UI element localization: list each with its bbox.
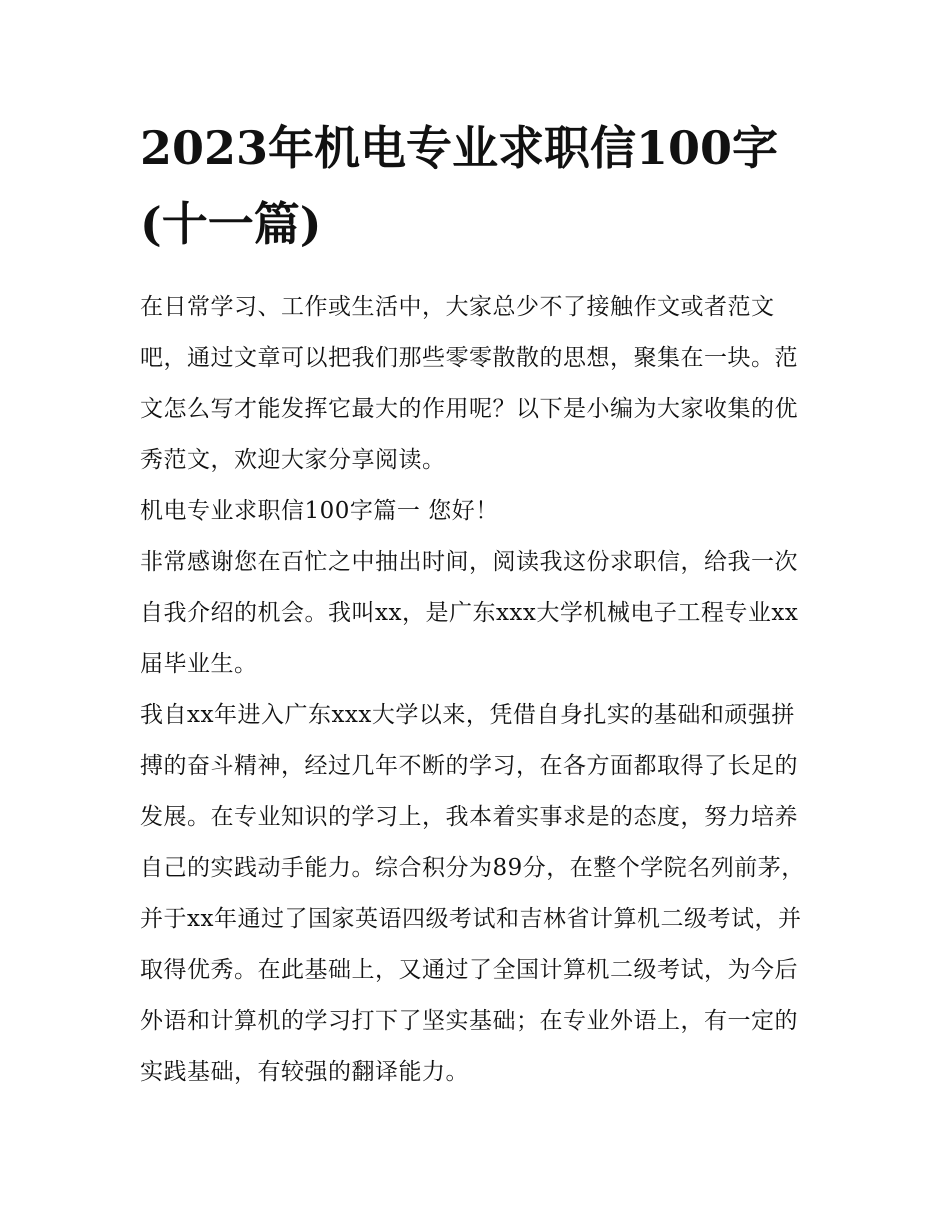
- thanks-paragraph: 非常感谢您在百忙之中抽出时间，阅读我这份求职信，给我一次自我介绍的机会。我叫xx，是广东xxx大学机械电子工程专业xx届毕业生。: [140, 549, 799, 677]
- document-body: [140, 282, 815, 1098]
- experience-paragraph: 我自xx年进入广东xxx大学以来，凭借自身扎实的基础和顽强拼搏的奋斗精神，经过几年不断的学习，在各方面都取得了长足的发展。在专业知识的学习上，我本着实事求是的态度，努力培养自己的实践动手能力。综合积分为89分，在整个学院名列前茅，并于xx年通过了国家英语四级考试和吉林省计算机二级考试，并取得优秀。在此基础上，又通过了全国计算机二级考试，为今后外语和计算机的学习打下了坚实基础；在专业外语上，有一定的实践基础，有较强的翻译能力。: [140, 702, 805, 1085]
- document-title: 2023年机电专业求职信100字(十一篇): [140, 121, 779, 251]
- document-content: [140, 110, 815, 1098]
- letter-heading-paragraph: 机电专业求职信100字篇一 您好！: [140, 498, 499, 524]
- intro-paragraph: 在日常学习、工作或生活中，大家总少不了接触作文或者范文吧，通过文章可以把我们那些零零散散的思想，聚集在一块。范文怎么写才能发挥它最大的作用呢？以下是小编为大家收集的优秀范文，欢迎大家分享阅读。: [140, 294, 798, 473]
